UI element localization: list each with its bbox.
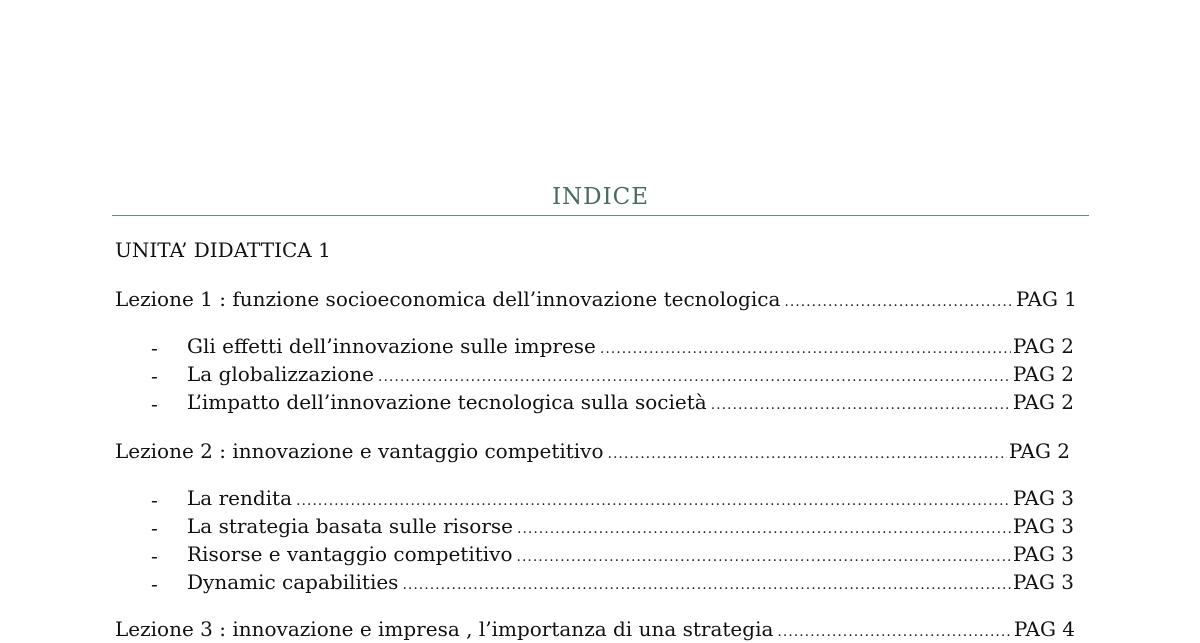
- toc-entry-page: PAG 3: [1012, 570, 1074, 594]
- bullet-dash: -: [151, 392, 158, 416]
- title-underline: [112, 215, 1089, 216]
- dot-leader: [711, 397, 1011, 413]
- toc-entry-globalizzazione[interactable]: [187, 362, 1074, 388]
- toc-entry-strategia[interactable]: [187, 514, 1074, 540]
- toc-entry-page: PAG 2: [1012, 390, 1074, 414]
- bullet-dash: -: [151, 516, 158, 540]
- dot-leader: [402, 577, 1010, 593]
- toc-entry-impatto[interactable]: [187, 390, 1074, 416]
- bullet-dash: -: [151, 364, 158, 388]
- dot-leader: [777, 624, 1011, 640]
- dot-leader: [608, 446, 1007, 462]
- toc-entry-text: Dynamic capabilities: [187, 570, 399, 594]
- bullet-dash: -: [151, 336, 158, 360]
- toc-entry-page: PAG 2: [1008, 439, 1070, 463]
- toc-entry-page: PAG 4: [1013, 617, 1075, 641]
- toc-entry-lesson-2[interactable]: [115, 439, 1070, 465]
- toc-entry-text: Risorse e vantaggio competitivo: [187, 542, 513, 566]
- dot-leader: [517, 521, 1011, 537]
- dot-leader: [600, 341, 1011, 357]
- toc-entry-page: PAG 3: [1012, 486, 1074, 510]
- toc-entry-rendita[interactable]: [187, 486, 1074, 512]
- toc-entry-text: Gli effetti dell’innovazione sulle imprese: [187, 334, 596, 358]
- toc-entry-page: PAG 1: [1015, 287, 1077, 311]
- section-heading: UNITA’ DIDATTICA 1: [115, 238, 331, 262]
- dot-leader: [784, 294, 1014, 310]
- toc-entry-text: La globalizzazione: [187, 362, 375, 386]
- toc-entry-lesson-3[interactable]: [115, 617, 1075, 643]
- toc-entry-text: L’impatto dell’innovazione tecnologica sulla società: [187, 390, 707, 414]
- bullet-dash: -: [151, 572, 158, 596]
- toc-entry-text: Lezione 3 : innovazione e impresa , l’importanza di una strategia: [115, 617, 774, 641]
- dot-leader: [378, 369, 1011, 385]
- dot-leader: [517, 549, 1011, 565]
- toc-entry-text: La strategia basata sulle risorse: [187, 514, 513, 538]
- toc-title: INDICE: [551, 184, 650, 210]
- toc-entry-page: PAG 3: [1012, 542, 1074, 566]
- bullet-dash: -: [151, 488, 158, 512]
- toc-entry-text: Lezione 2 : innovazione e vantaggio competitivo: [115, 439, 604, 463]
- toc-entry-dynamic[interactable]: [187, 570, 1074, 596]
- bullet-dash: -: [151, 544, 158, 568]
- toc-entry-effetti[interactable]: [187, 334, 1074, 360]
- toc-entry-risorse[interactable]: [187, 542, 1074, 568]
- toc-entry-page: PAG 2: [1012, 334, 1074, 358]
- toc-entry-page: PAG 3: [1012, 514, 1074, 538]
- toc-entry-text: La rendita: [187, 486, 292, 510]
- dot-leader: [296, 493, 1011, 509]
- toc-entry-page: PAG 2: [1012, 362, 1074, 386]
- toc-entry-lesson-1[interactable]: [115, 287, 1077, 313]
- toc-entry-text: Lezione 1 : funzione socioeconomica dell’innovazione tecnologica: [115, 287, 781, 311]
